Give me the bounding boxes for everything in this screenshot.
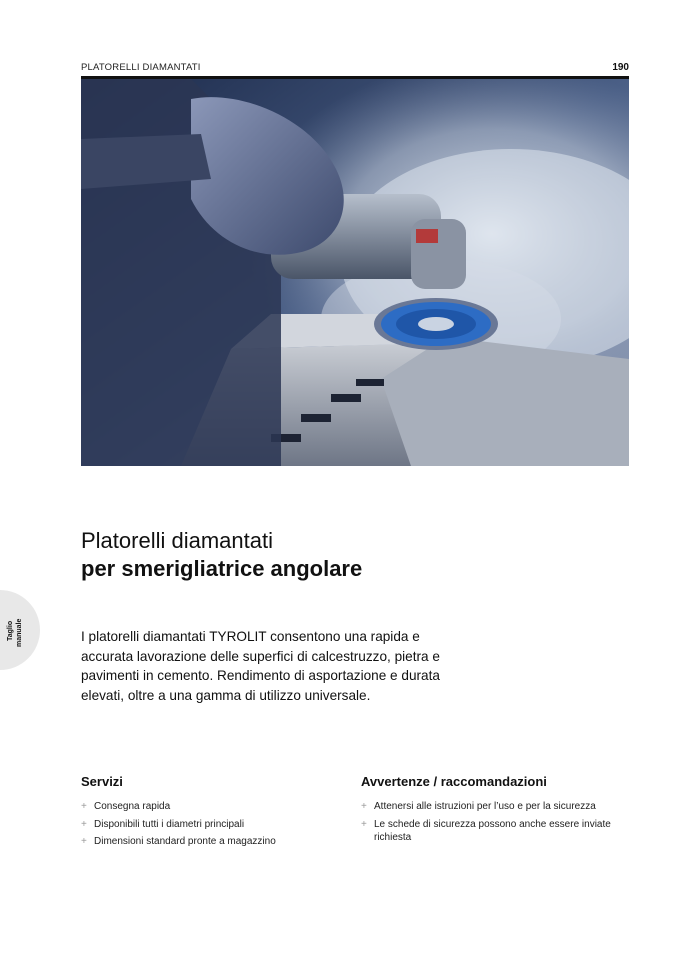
- page-header: [81, 62, 629, 76]
- list-item: + Dimensioni standard pronte a magazzino: [81, 836, 276, 847]
- side-tab-line-2: manuale: [16, 618, 23, 647]
- title-line-1: Platorelli diamantati: [81, 528, 273, 553]
- warnings-list: [361, 800, 631, 845]
- section-title: PLATORELLI DIAMANTATI: [81, 62, 201, 73]
- intro-paragraph: I platorelli diamantati TYROLIT consentono una rapida e accurata lavorazione delle superfici di calcestruzzo, pietra e pavimenti in cemento. Rendimento di asportazione e durata elevati, oltre a una gamma di utilizzo universale.: [81, 629, 440, 703]
- services-section: [81, 774, 341, 853]
- services-title: Servizi: [81, 774, 123, 789]
- title-line-2: per smerigliatrice angolare: [81, 556, 363, 581]
- warnings-title: Avvertenze / raccomandazioni: [361, 774, 547, 789]
- plus-icon: +: [361, 818, 367, 830]
- page-number: 190: [612, 62, 629, 73]
- list-item: + Attenersi alle istruzioni per l’uso e per la sicurezza: [361, 801, 596, 812]
- hero-image: [81, 79, 629, 466]
- list-item: + Consegna rapida: [81, 801, 171, 812]
- angle-grinder-photo: [81, 79, 629, 466]
- plus-icon: +: [81, 836, 87, 847]
- list-item: + Disponibili tutti i diametri principali: [81, 818, 245, 830]
- product-title: [81, 527, 581, 583]
- plus-icon: +: [81, 818, 87, 830]
- list-item: + Le schede di sicurezza possono anche essere inviate richiesta: [361, 818, 611, 843]
- plus-icon: +: [361, 801, 367, 812]
- services-list: [81, 800, 341, 849]
- warnings-section: [361, 774, 631, 849]
- side-tab-line-1: Taglio: [7, 620, 14, 641]
- plus-icon: +: [81, 801, 87, 812]
- side-tab-label: [2, 611, 32, 651]
